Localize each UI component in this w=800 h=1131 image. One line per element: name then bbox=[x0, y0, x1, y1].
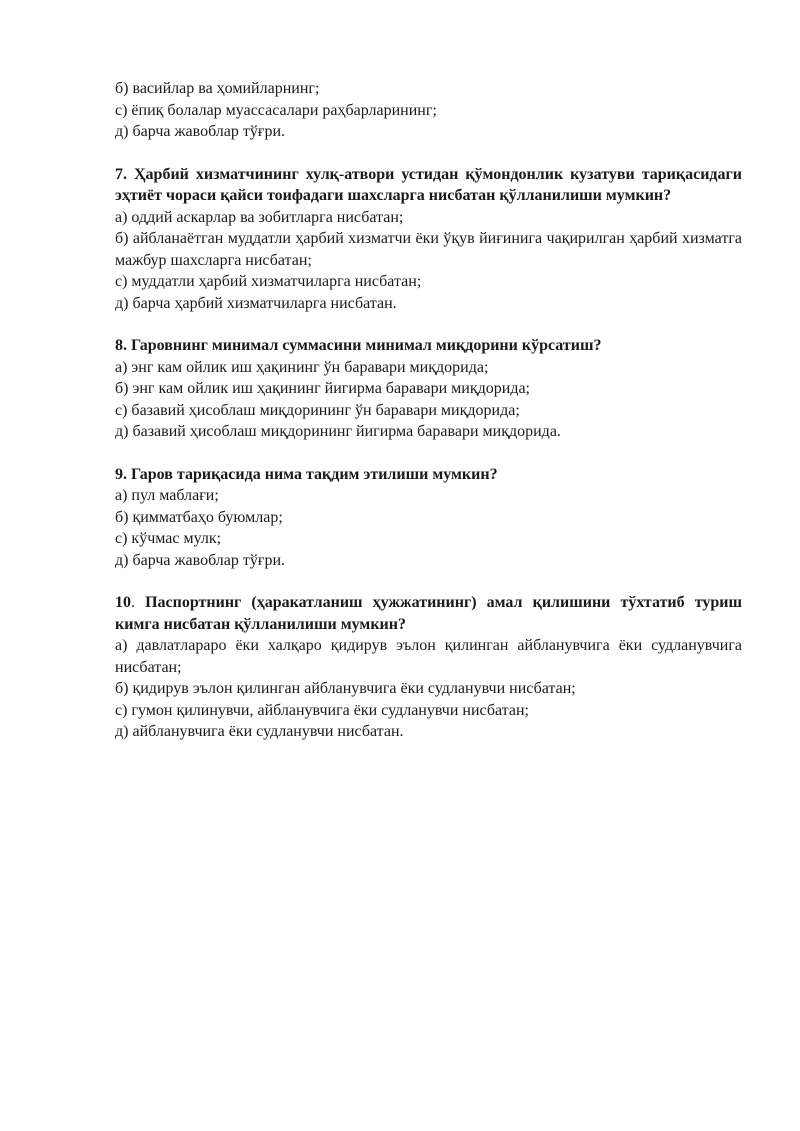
question-10-option-a: а) давлатлараро ёки халқаро қидирув эълон қилинган айбланувчига ёки судланувчига нисбатан; bbox=[115, 637, 742, 676]
previous-question-answers bbox=[115, 78, 742, 143]
question-9 bbox=[115, 464, 742, 572]
question-10-text bbox=[115, 592, 742, 635]
question-8-option-c: с) базавий ҳисоблаш миқдорининг ўн баравари миқдорида; bbox=[115, 401, 520, 419]
question-9-option-a: а) пул маблағи; bbox=[115, 487, 219, 504]
correct-answer-mark: ; bbox=[571, 680, 576, 697]
question-7 bbox=[115, 164, 742, 315]
question-10-option-c: с) гумон қилинувчи, айбланувчига ёки судланувчи нисбатан; bbox=[115, 701, 529, 719]
question-10-body: Паспортнинг (ҳаракатланиш ҳужжатининг) амал қилишини тўхтатиб туриш кимга нисбатан қўлланилиши мумкин? bbox=[115, 594, 743, 633]
question-8-option-b: б) энг кам ойлик иш ҳақининг йигирма баравари миқдорида; bbox=[115, 380, 530, 397]
question-10-number: 10 bbox=[115, 594, 131, 611]
question-10 bbox=[115, 592, 742, 743]
question-7-option-c: с) муддатли ҳарбий хизматчиларга нисбатан; bbox=[115, 273, 422, 290]
answer-option-d: д) барча жавоблар тўғри. bbox=[115, 123, 286, 140]
question-7-option-a: а) оддий аскарлар ва зобитларга нисбатан; bbox=[115, 208, 404, 226]
question-10-dot: . bbox=[131, 594, 135, 611]
question-8-text: 8. Гаровнинг минимал суммасини минимал миқдорини кўрсатиш? bbox=[115, 337, 602, 354]
correct-answer-mark: ; bbox=[307, 251, 312, 269]
question-10-option-b-text: б) қидирув эълон қилинган айбланувчига ёки судланувчи нисбатан bbox=[115, 680, 572, 697]
question-7-text: 7. Ҳарбий хизматчининг хулқ-атвори устидан қўмондонлик кузатуви тариқасидаги эҳтиёт чораси қайси тоифадаги шахсларга нисбатан қўлланилиши мумкин? bbox=[115, 165, 742, 204]
question-9-text: 9. Гаров тариқасида нима тақдим этилиши мумкин? bbox=[115, 465, 498, 483]
question-7-option-b-text: б) айбланаётган муддатли ҳарбий хизматчи ёки ўқув йиғинига чақирилган ҳарбий хизматга мажбур шахсларга нисбатан bbox=[115, 230, 742, 269]
answer-option-b: б) васийлар ва ҳомийларнинг; bbox=[115, 80, 320, 97]
question-9-option-d: д) барча жавоблар тўғри. bbox=[115, 551, 286, 569]
answer-option-c: с) ёпиқ болалар муассасалари раҳбарларининг; bbox=[115, 101, 437, 119]
question-8-option-a: а) энг кам ойлик иш ҳақининг ўн баравари миқдорида; bbox=[115, 358, 489, 376]
question-10-option-b bbox=[115, 678, 742, 700]
question-9-option-b: б) қимматбаҳо буюмлар; bbox=[115, 508, 283, 526]
question-8-option-d: д) базавий ҳисоблаш миқдорининг йигирма баравари миқдорида. bbox=[115, 423, 561, 440]
question-7-option-b bbox=[115, 228, 742, 271]
question-9-option-c: с) кўчмас мулк; bbox=[115, 530, 222, 547]
question-8 bbox=[115, 335, 742, 443]
question-10-option-d: д) айбланувчига ёки судланувчи нисбатан. bbox=[115, 723, 404, 740]
question-7-option-d: д) барча ҳарбий хизматчиларга нисбатан. bbox=[115, 294, 397, 312]
document-page bbox=[115, 78, 742, 764]
